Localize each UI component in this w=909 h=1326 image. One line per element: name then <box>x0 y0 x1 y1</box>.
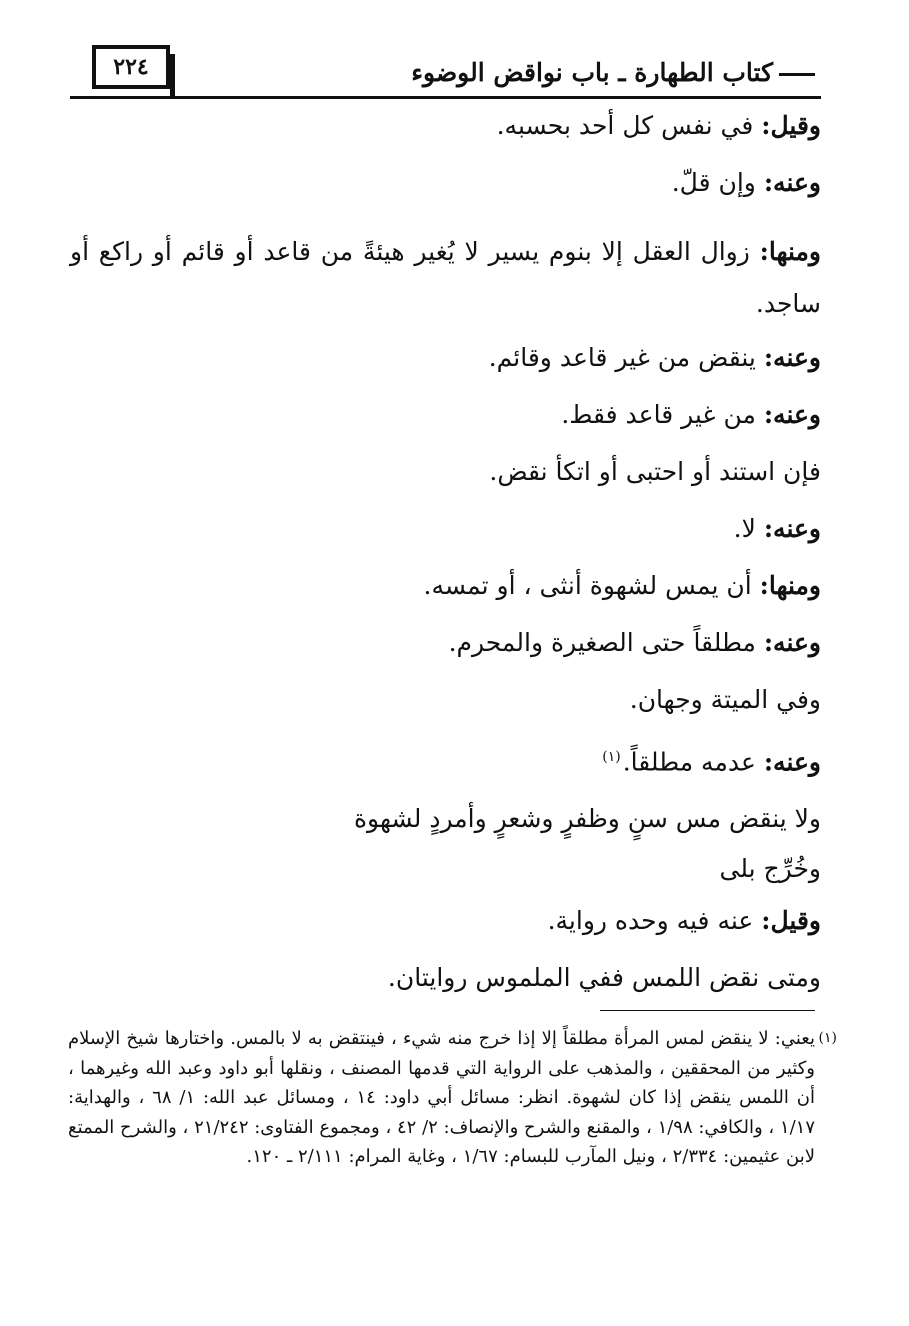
paragraph-text: في نفس كل أحد بحسبه. <box>496 111 762 140</box>
paragraph-text: ينقض من غير قاعد وقائم. <box>488 343 764 372</box>
paragraph-label: وعنه: <box>763 400 821 429</box>
paragraph <box>70 629 821 657</box>
footnote-number: (١) <box>818 1030 837 1046</box>
paragraph <box>70 743 821 776</box>
paragraph-text: أن يمس لشهوة أنثى ، أو تمسه. <box>423 571 760 600</box>
paragraph-text: مطلقاً حتى الصغيرة والمحرم. <box>448 628 764 657</box>
verse-line-1: ولا ينقض مس سنٍ وظفرٍ وشعرٍ وأمردٍ لشهوة <box>353 804 821 834</box>
paragraph-text: زوال العقل إلا بنوم يسير لا يُغير هيئةً من قاعد أو قائم أو راكع أو ساجد. <box>70 237 821 318</box>
header-dash <box>779 73 815 76</box>
paragraph-text: عدمه مطلقاً. <box>622 747 764 777</box>
footnote-reference[interactable]: (١) <box>602 749 621 765</box>
paragraph <box>70 344 821 372</box>
paragraph-label: ومنها: <box>759 571 821 600</box>
footnote-text: يعني: لا ينقض لمس المرأة مطلقاً إلا إذا خرج منه شيء ، فينتقض به لا بالمس. واختارها شيخ الإسلام وكثير من المحققين ، والمذهب على الرواية التي قدمها المصنف ، ونقلها أبو داود وعبد الله وغيرهما ، أن اللمس ينقض إذا كان لشهوة. انظر: مسائل أبي داود: ١٤ ، ومسائل عبد الله: ١/ ٦٨ ، والهداية: ١/١٧ ، والكافي: ١/٩٨ ، والمقنع والشرح والإنصاف: ٢/ ٤٢ ، ومجموع الفتاوى: ٢١/٢٤٢ ، والشرح الممتع لابن عثيمين: ٢/٣٣٤ ، ونيل المآرب للبسام: ١/٦٧ ، وغاية المرام: ٢/١١١ ـ ١٢٠. <box>68 1028 815 1167</box>
paragraph-label: وقيل: <box>761 111 821 140</box>
paragraph-label: ومنها: <box>759 237 821 266</box>
paragraph-label: وعنه: <box>763 514 821 543</box>
paragraph-text: وإن قلّ. <box>671 168 764 197</box>
paragraph <box>70 907 821 935</box>
paragraph-label: وقيل: <box>761 906 821 936</box>
running-header <box>340 58 821 98</box>
footnote <box>68 1024 837 1172</box>
paragraph <box>70 169 821 197</box>
paragraph-text: وفي الميتة وجهان. <box>629 685 821 714</box>
paragraph-text: من غير قاعد فقط. <box>561 400 764 429</box>
footnote-separator <box>600 1010 815 1011</box>
verse-line-2: وخُرِّج بلى <box>719 854 821 884</box>
paragraph-label: وعنه: <box>763 628 821 657</box>
paragraph-text: ومتى نقض اللمس ففي الملموس روايتان. <box>387 963 821 993</box>
paragraph-text: فإن استند أو احتبى أو اتكأ نقض. <box>489 457 821 486</box>
paragraph-label: وعنه: <box>763 747 821 777</box>
paragraph <box>70 458 821 486</box>
paragraph-label: وعنه: <box>763 168 821 197</box>
paragraph <box>70 112 821 140</box>
header-rule <box>70 96 821 99</box>
paragraph <box>70 401 821 429</box>
paragraph-text: عنه فيه وحده رواية. <box>547 906 762 936</box>
page-number: ٢٢٤ <box>92 45 170 89</box>
paragraph <box>70 572 821 600</box>
running-title: كتاب الطهارة ـ باب نواقض الوضوء <box>411 58 773 87</box>
paragraph-text: لا. <box>733 514 764 543</box>
paragraph <box>70 226 821 330</box>
main-text <box>70 112 821 1021</box>
paragraph <box>70 515 821 543</box>
verse <box>70 805 821 883</box>
paragraph <box>70 686 821 714</box>
paragraph-label: وعنه: <box>763 343 821 372</box>
paragraph <box>70 964 821 992</box>
